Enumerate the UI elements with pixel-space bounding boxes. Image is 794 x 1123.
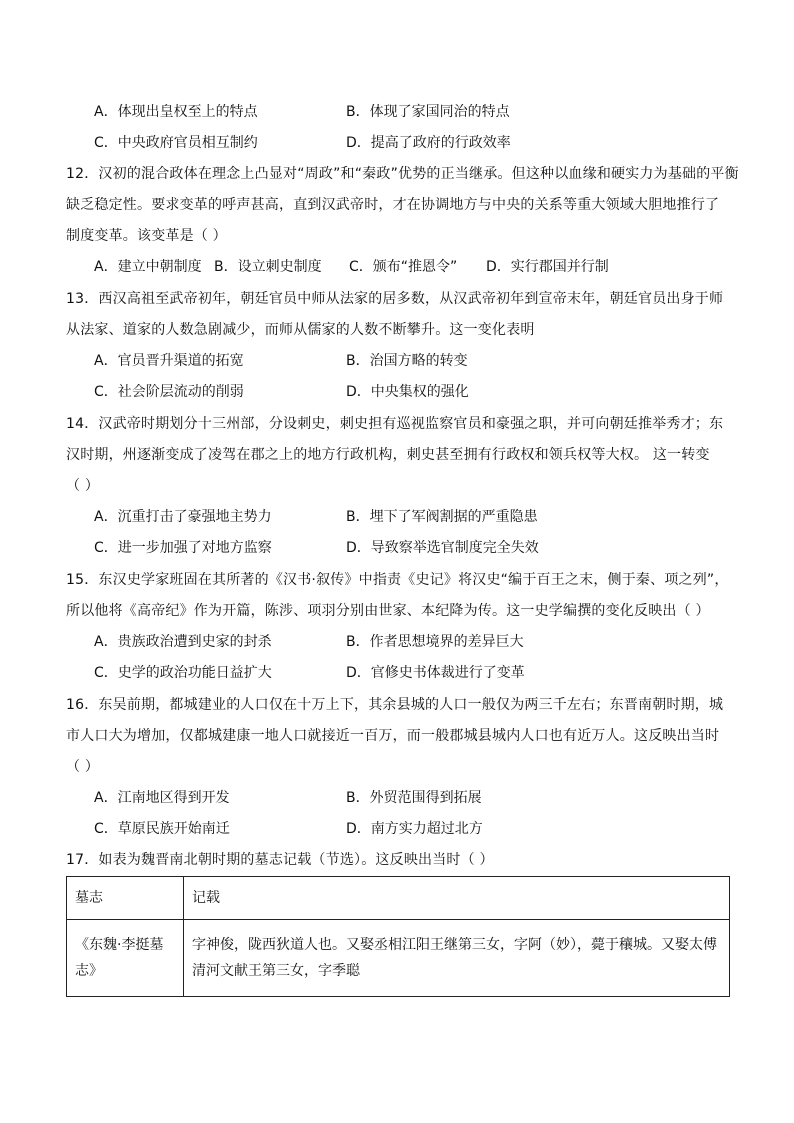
- q16-stem-line-1: 16．东吴前期，都城建业的人口仅在十万上下，其余县城的人口一般仅为两三千左右；东晋南朝时期，城: [66, 697, 724, 713]
- table-row: [67, 920, 730, 997]
- q12-stem-line-3: 制度变革。该变革是（ ）: [66, 228, 227, 244]
- q15-option-d[interactable]: D．官修史书体裁进行了变革: [346, 665, 525, 681]
- q14-stem-line-3: （ ）: [66, 478, 100, 494]
- q12-stem-line-2: 缺乏稳定性。要求变革的呼声甚高，直到汉武帝时，才在协调地方与中央的关系等重大领域大胆地推行了: [66, 197, 720, 213]
- q15-stem-line-2: 所以他将《高帝纪》作为开篇，陈涉、项羽分别由世家、本纪降为传。这一史学编撰的变化反映出（ ）: [66, 603, 710, 619]
- q15-stem-line-1: 15．东汉史学家班固在其所著的《汉书·叙传》中指责《史记》将汉史“编于百王之末，侧于秦、项之列”，: [66, 572, 729, 588]
- q16-stem-line-3: （ ）: [66, 759, 100, 775]
- q17-stem: 17．如表为魏晋南北朝时期的墓志记载（节选）。这反映出当时（ ）: [66, 852, 494, 868]
- table-header-record: 记载: [184, 877, 730, 920]
- q11-options-row-2: [94, 133, 694, 153]
- q12-stem-line-1: 12．汉初的混合政体在理念上凸显对“周政”和“秦政”优势的正当继承。但这种以血缘和硬实力为基础的平衡: [66, 166, 739, 182]
- q14-option-d[interactable]: D．导致察举选官制度完全失效: [346, 540, 539, 556]
- q14-options-row-2: [94, 538, 694, 558]
- q13-stem-line-1: 13．西汉高祖至武帝初年，朝廷官员中师从法家的居多数，从汉武帝初年到宣帝末年，朝廷官员出身于师: [66, 291, 724, 307]
- q17-epitaph-table: [66, 876, 730, 997]
- q12-option-a[interactable]: A．建立中朝制度: [94, 259, 202, 275]
- q13-stem-line-2: 从法家、道家的人数急剧减少，而师从儒家的人数不断攀升。这一变化表明: [66, 322, 535, 338]
- q14-stem-line-2: 汉时期，州逐渐变成了凌驾在郡之上的地方行政机构，刺史甚至拥有行政权和领兵权等大权。 这一转变: [66, 447, 710, 463]
- q11-options-row-1: [94, 102, 694, 122]
- q15-option-c[interactable]: C．史学的政治功能日益扩大: [94, 665, 272, 681]
- table-header-row: [67, 877, 730, 920]
- q16-option-d[interactable]: D．南方实力超过北方: [346, 821, 483, 837]
- q12-options-row: [94, 257, 694, 277]
- q16-options-row-1: [94, 788, 694, 808]
- q14-option-a[interactable]: A．沉重打击了豪强地主势力: [94, 509, 272, 525]
- q13-options-row-2: [94, 382, 694, 402]
- q14-options-row-1: [94, 507, 694, 527]
- q11-option-d[interactable]: D．提高了政府的行政效率: [346, 135, 511, 151]
- q15-option-a[interactable]: A．贵族政治遭到史家的封杀: [94, 634, 272, 650]
- q15-options-row-2: [94, 663, 694, 683]
- q16-option-c[interactable]: C．草原民族开始南迁: [94, 821, 230, 837]
- q12-option-b[interactable]: B．设立刺史制度: [214, 259, 322, 275]
- q15-options-row-1: [94, 632, 694, 652]
- table-cell-epitaph-name: 《东魏·李挺墓志》: [67, 920, 184, 997]
- table-header-epitaph: 墓志: [67, 877, 184, 920]
- q11-option-b[interactable]: B．体现了家国同治的特点: [346, 104, 510, 120]
- q15-option-b[interactable]: B．作者思想境界的差异巨大: [346, 634, 524, 650]
- q16-stem-line-2: 市人口大为增加，仅都城建康一地人口就接近一百万，而一般郡城县城内人口也有近万人。这反映出当时: [66, 728, 720, 744]
- q14-option-b[interactable]: B．埋下了军阀割据的严重隐患: [346, 509, 538, 525]
- q11-option-c[interactable]: C．中央政府官员相互制约: [94, 135, 258, 151]
- q16-option-a[interactable]: A．江南地区得到开发: [94, 790, 230, 806]
- q11-option-a[interactable]: A．体现出皇权至上的特点: [94, 104, 258, 120]
- q13-option-b[interactable]: B．治国方略的转变: [346, 353, 468, 369]
- q13-option-a[interactable]: A．官员晋升渠道的拓宽: [94, 353, 244, 369]
- q13-option-c[interactable]: C．社会阶层流动的削弱: [94, 384, 244, 400]
- q13-options-row-1: [94, 351, 694, 371]
- q14-option-c[interactable]: C．进一步加强了对地方监察: [94, 540, 272, 556]
- q13-option-d[interactable]: D．中央集权的强化: [346, 384, 469, 400]
- q16-options-row-2: [94, 819, 694, 839]
- q16-option-b[interactable]: B．外贸范围得到拓展: [346, 790, 482, 806]
- q12-option-c[interactable]: C．颁布“推恩令”: [349, 259, 458, 275]
- q14-stem-line-1: 14．汉武帝时期划分十三州部，分设刺史，刺史担有巡视监察官员和豪强之职，并可向朝廷推举秀才；东: [66, 416, 724, 432]
- q12-option-d[interactable]: D．实行郡国并行制: [486, 259, 609, 275]
- table-cell-record-text: 字神俊，陇西狄道人也。又娶丞相江阳王继第三女，字阿（妙），薨于穰城。又娶太傅清河文献王第三女，字季聪: [184, 920, 730, 997]
